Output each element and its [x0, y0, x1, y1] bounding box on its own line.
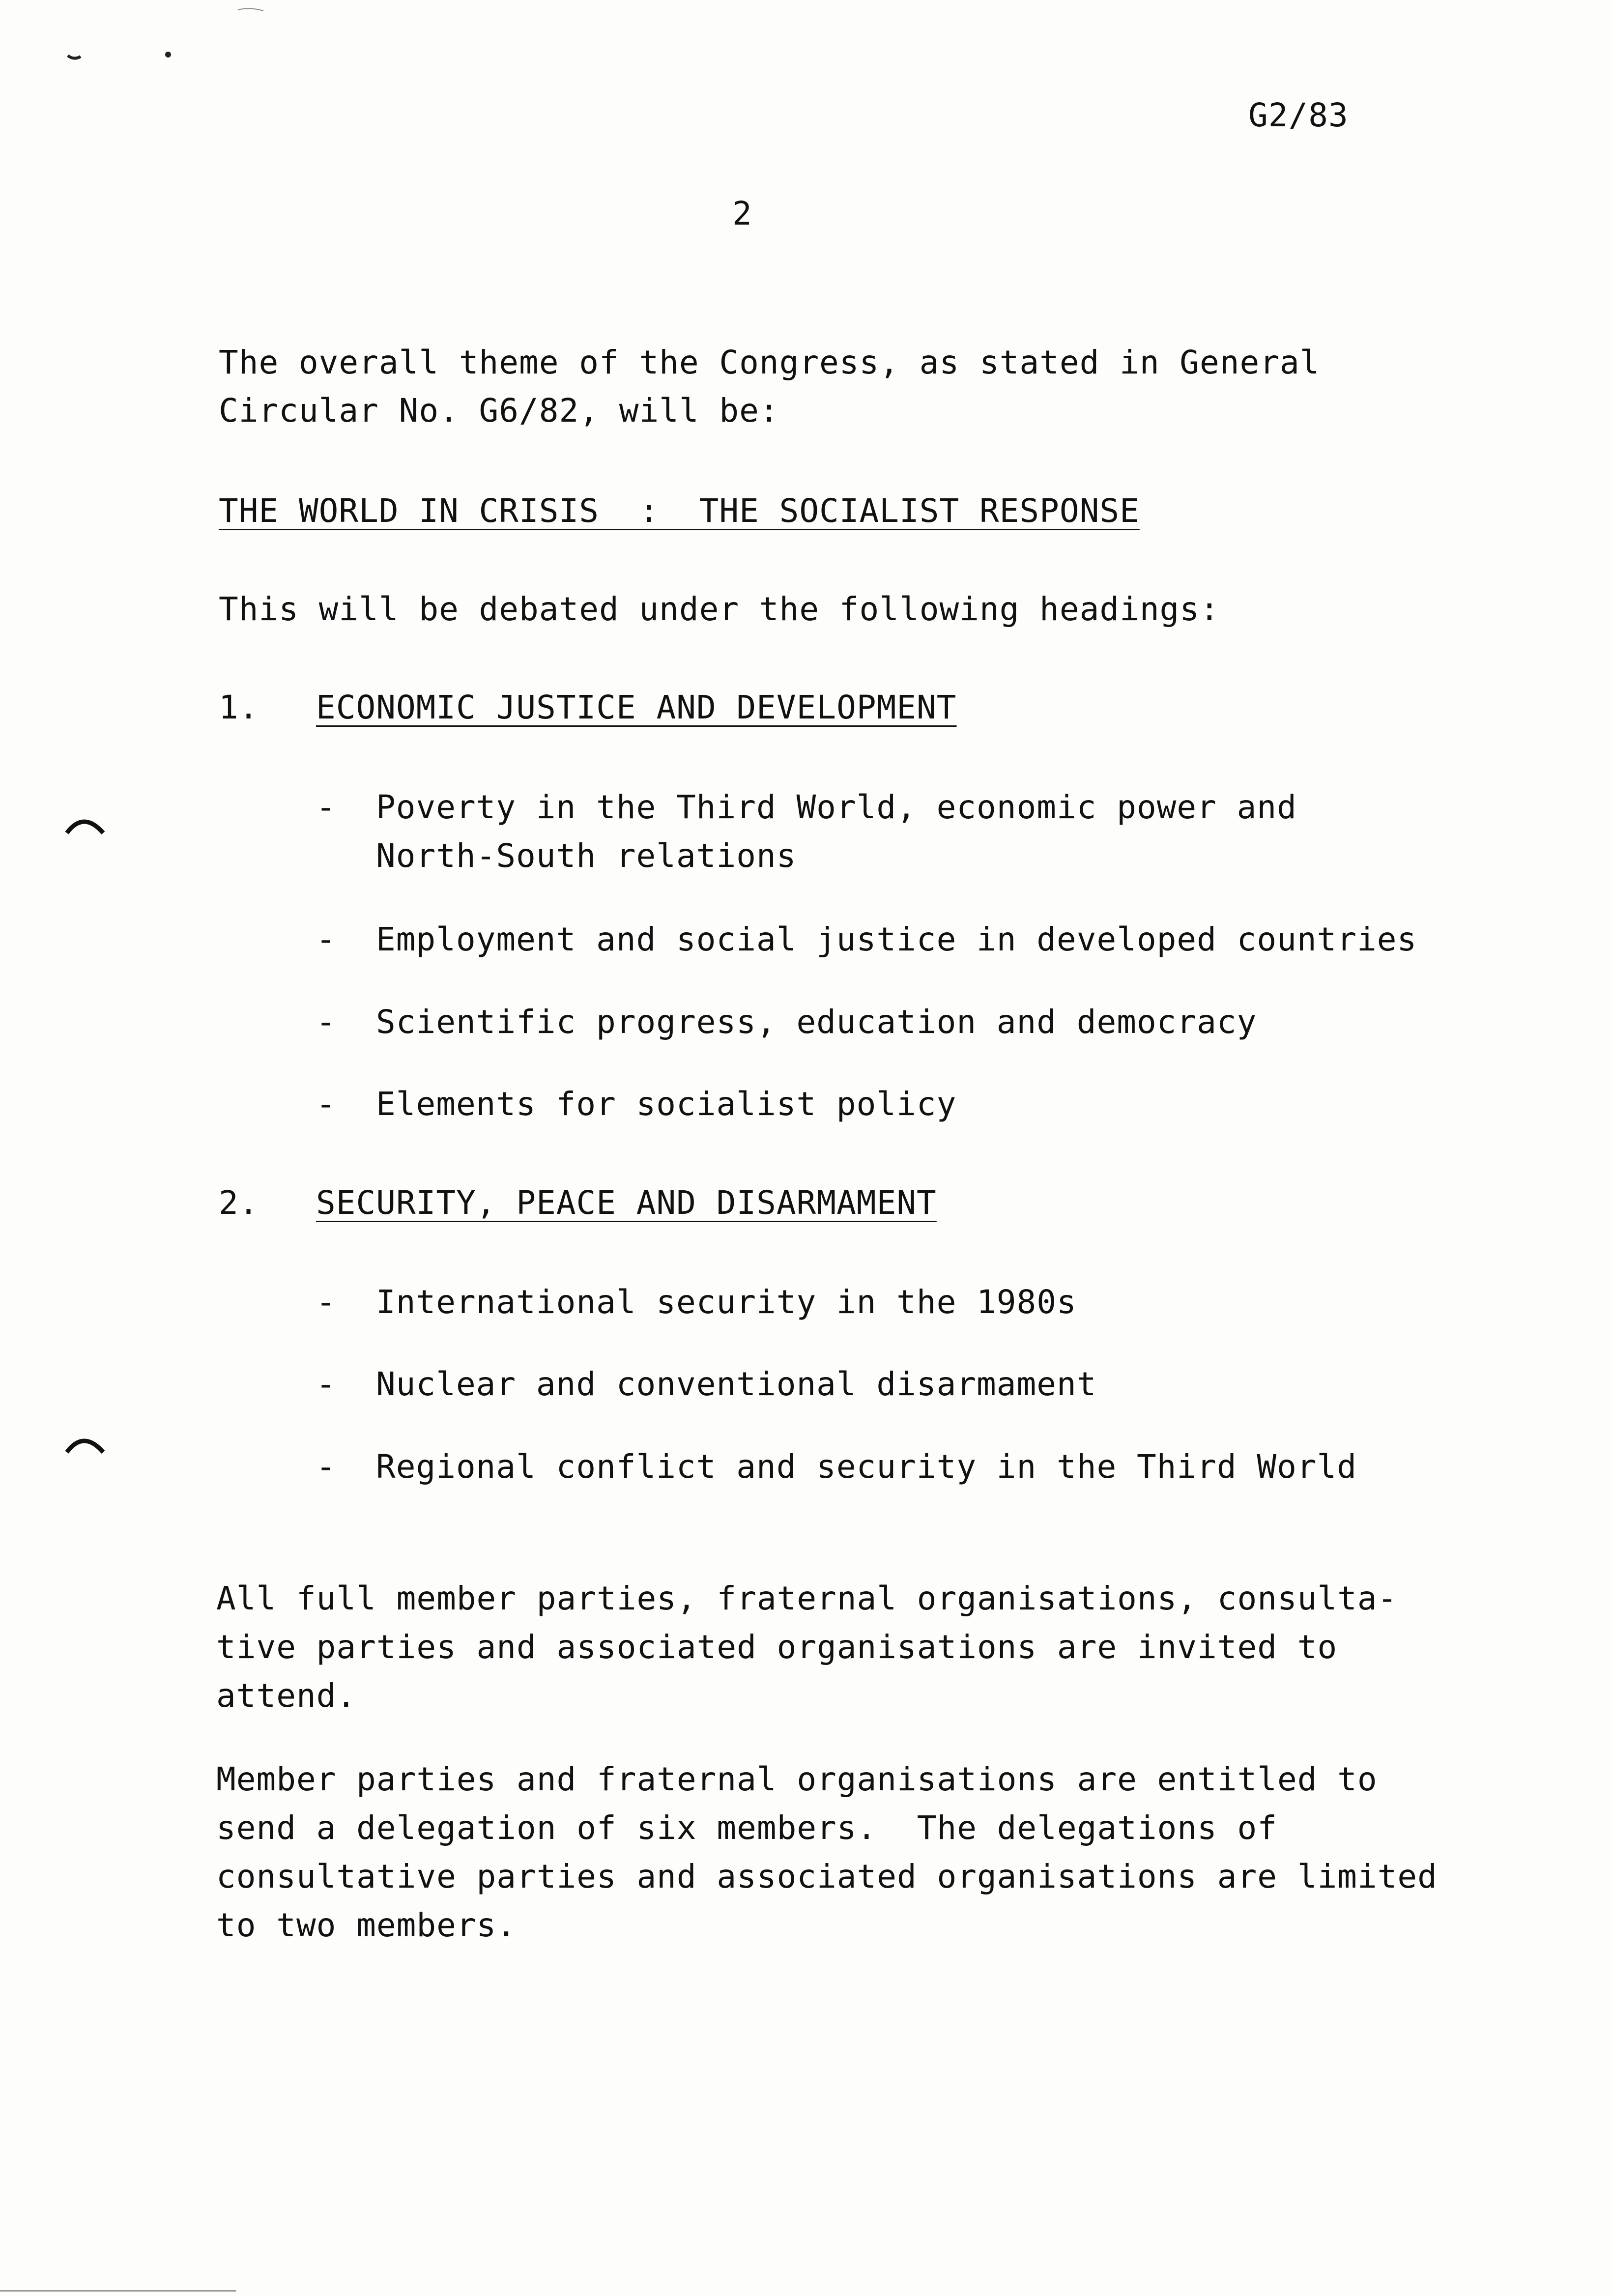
bullet-dash: - [316, 1365, 336, 1403]
scan-edge-line [0, 2290, 236, 2292]
paragraph-line: to two members. [216, 1906, 517, 1944]
list-item: North-South relations [376, 837, 797, 875]
section-number: 2. [219, 1184, 259, 1222]
paragraph-line: consultative parties and associated organisations are limited [216, 1858, 1438, 1895]
paragraph-line: send a delegation of six members. The delegations of [216, 1809, 1277, 1847]
headings-intro: This will be debated under the following headings: [219, 590, 1220, 628]
bullet-dash: - [316, 1003, 336, 1041]
document-reference: G2/83 [1248, 96, 1349, 134]
bullet-dash: - [316, 1085, 336, 1123]
list-item: Regional conflict and security in the Third World [376, 1448, 1357, 1486]
scan-mark-top-left [64, 47, 182, 66]
paragraph-line: Member parties and fraternal organisations are entitled to [216, 1760, 1378, 1798]
scan-mark-top [236, 5, 265, 15]
punch-hole-mark-lower [64, 1433, 108, 1462]
list-item: Elements for socialist policy [376, 1085, 957, 1123]
list-item: Poverty in the Third World, economic power and [376, 788, 1297, 826]
paragraph-line: tive parties and associated organisations are invited to [216, 1628, 1338, 1666]
bullet-dash: - [316, 920, 336, 958]
bullet-dash: - [316, 1283, 336, 1321]
list-item: Employment and social justice in developed countries [376, 920, 1417, 958]
list-item: Nuclear and conventional disarmament [376, 1365, 1097, 1403]
page-number: 2 [732, 195, 752, 232]
section-title: ECONOMIC JUSTICE AND DEVELOPMENT [316, 689, 957, 726]
list-item: International security in the 1980s [376, 1283, 1077, 1321]
intro-line: Circular No. G6/82, will be: [219, 392, 779, 430]
punch-hole-mark-upper [64, 813, 108, 843]
section-number: 1. [219, 689, 259, 726]
section-title: SECURITY, PEACE AND DISARMAMENT [316, 1184, 937, 1222]
intro-line: The overall theme of the Congress, as stated in General [219, 344, 1320, 381]
paragraph-line: attend. [216, 1677, 357, 1715]
bullet-dash: - [316, 1448, 336, 1486]
list-item: Scientific progress, education and democracy [376, 1003, 1257, 1041]
paragraph-line: All full member parties, fraternal organisations, consulta- [216, 1579, 1398, 1617]
bullet-dash: - [316, 788, 336, 826]
congress-theme: THE WORLD IN CRISIS : THE SOCIALIST RESPONSE [219, 492, 1140, 530]
